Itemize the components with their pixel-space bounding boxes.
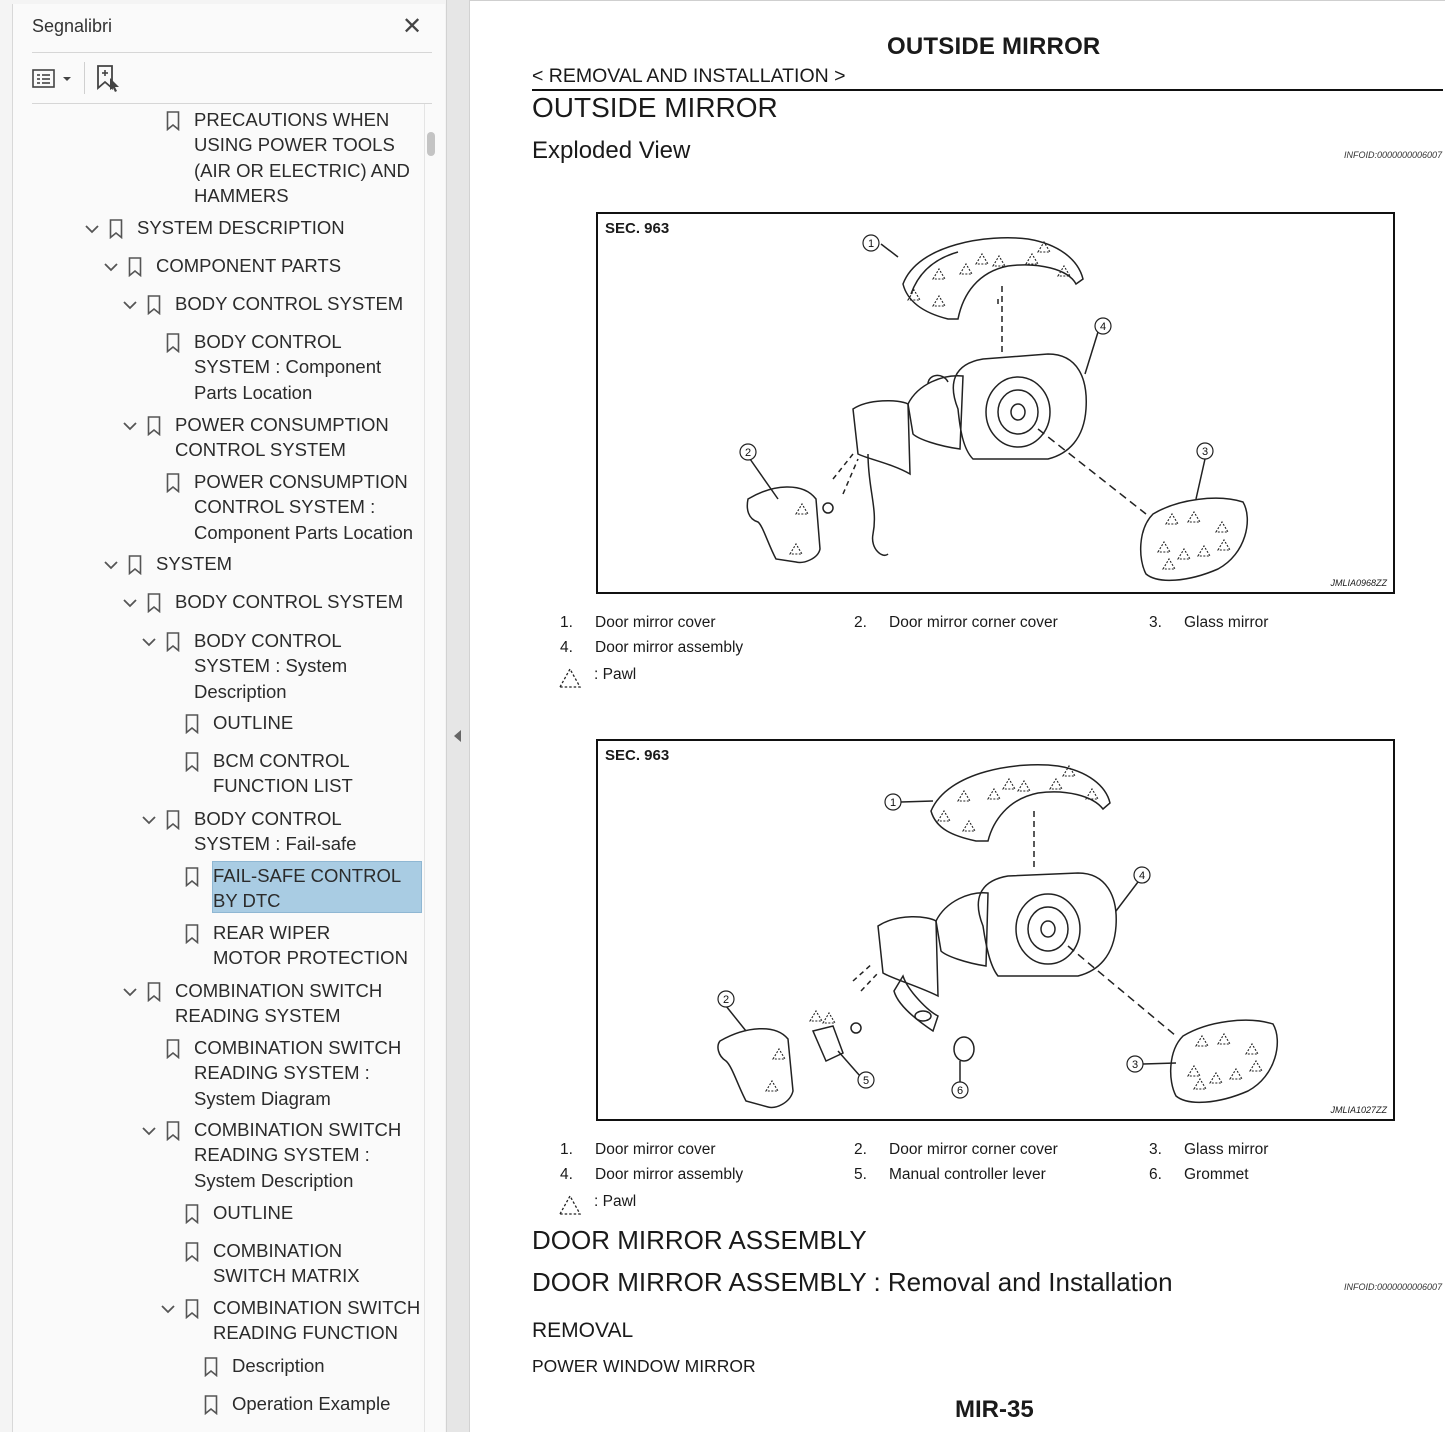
svg-text:5: 5 <box>862 1075 870 1087</box>
chevron-down-icon[interactable] <box>141 1123 157 1139</box>
bookmark-icon <box>166 473 180 493</box>
bookmark-label[interactable] <box>194 1117 401 1193</box>
bookmark-icon <box>185 752 199 772</box>
bookmark-icon <box>166 810 180 830</box>
chevron-down-icon[interactable] <box>103 557 119 573</box>
bookmark-text: Description <box>232 1355 325 1376</box>
chevron-down-icon[interactable] <box>103 259 119 275</box>
bookmark-icon <box>204 1395 218 1415</box>
svg-text:3: 3 <box>1131 1059 1139 1071</box>
bookmark-label-selected[interactable] <box>213 863 401 914</box>
bookmark-icon <box>166 632 180 652</box>
bookmark-label[interactable] <box>175 978 382 1029</box>
bookmark-label[interactable] <box>213 710 293 735</box>
divider <box>32 52 432 53</box>
chevron-down-icon[interactable] <box>141 634 157 650</box>
bookmark-icon <box>166 111 180 131</box>
page-number: MIR-35 <box>955 1396 1034 1423</box>
figure-code: JMLIA0968ZZ <box>1330 578 1387 588</box>
bookmark-text: REAR WIPER MOTOR PROTECTION <box>213 922 408 969</box>
bookmark-text: SYSTEM <box>156 553 233 574</box>
bookmark-icon <box>147 416 161 436</box>
bookmark-label[interactable] <box>137 215 345 240</box>
scrollbar-track <box>424 104 425 1432</box>
bookmark-label[interactable] <box>175 412 389 463</box>
svg-text:4: 4 <box>1099 321 1107 333</box>
bookmark-label[interactable] <box>213 748 353 799</box>
section-title: DOOR MIRROR ASSEMBLY <box>532 1225 867 1255</box>
bookmark-label[interactable] <box>156 253 341 278</box>
collapse-arrow-icon[interactable] <box>454 730 461 742</box>
bookmarks-scrollbar[interactable] <box>424 104 438 1432</box>
pawl-label: : Pawl <box>594 1193 637 1210</box>
pawl-icon <box>558 1194 582 1216</box>
chevron-down-icon[interactable] <box>122 418 138 434</box>
bookmark-icon <box>109 219 123 239</box>
bookmark-text: Operation Example <box>232 1393 391 1414</box>
section-breadcrumb: < REMOVAL AND INSTALLATION > <box>532 65 846 87</box>
bookmark-icon <box>147 593 161 613</box>
chevron-down-icon[interactable] <box>122 297 138 313</box>
bookmark-icon <box>166 333 180 353</box>
scrollbar-thumb[interactable] <box>427 132 435 156</box>
bookmark-text: BODY CONTROL SYSTEM <box>175 293 404 314</box>
bookmark-text: COMBINATION SWITCH READING FUNCTION <box>213 1297 421 1344</box>
mirror-exploded-drawing-2 <box>598 741 1397 1123</box>
svg-text:4: 4 <box>1138 870 1146 882</box>
figure-section-label: SEC. 963 <box>605 220 670 237</box>
bookmark-search-icon[interactable] <box>94 64 122 92</box>
bookmark-icon <box>166 1121 180 1141</box>
svg-text:2: 2 <box>744 447 752 459</box>
bookmark-icon <box>128 555 142 575</box>
bookmark-label[interactable] <box>175 291 403 316</box>
divider <box>32 103 432 104</box>
svg-text:3: 3 <box>1201 446 1209 458</box>
chevron-down-icon[interactable] <box>160 1301 176 1317</box>
bookmark-text: BODY CONTROL SYSTEM : Fail-safe <box>194 808 357 855</box>
bookmark-label[interactable] <box>232 1353 325 1378</box>
bookmark-label[interactable] <box>194 107 410 209</box>
bookmark-text: OUTLINE <box>213 712 294 733</box>
bookmark-label[interactable] <box>175 589 403 614</box>
bookmark-icon <box>128 257 142 277</box>
bookmark-icon <box>185 867 199 887</box>
bookmark-icon <box>147 295 161 315</box>
bookmark-text: COMBINATION SWITCH READING SYSTEM : System Diagram <box>194 1037 402 1109</box>
bookmark-icon <box>204 1357 218 1377</box>
bookmark-label[interactable] <box>194 1035 401 1111</box>
bookmark-icon <box>185 714 199 734</box>
exploded-view-figure-1 <box>596 212 1395 594</box>
bookmark-text: COMBINATION SWITCH MATRIX <box>213 1240 360 1287</box>
list-options-icon[interactable] <box>32 66 74 92</box>
figure-section-label: SEC. 963 <box>605 747 670 764</box>
bookmark-text: COMPONENT PARTS <box>156 255 342 276</box>
info-id: INFOID:0000000006007 <box>1344 1282 1443 1292</box>
page-header: OUTSIDE MIRROR <box>887 33 1101 60</box>
procedure-heading: REMOVAL <box>532 1319 634 1342</box>
bookmark-text: POWER CONSUMPTION CONTROL SYSTEM <box>175 414 389 461</box>
bookmark-text: BODY CONTROL SYSTEM <box>175 591 404 612</box>
bookmark-label[interactable] <box>194 628 347 704</box>
bookmark-label[interactable] <box>213 1238 360 1289</box>
bookmark-text: POWER CONSUMPTION CONTROL SYSTEM : Component Parts Location <box>194 471 414 543</box>
chevron-down-icon[interactable] <box>122 595 138 611</box>
bookmark-text: BCM CONTROL FUNCTION LIST <box>213 750 353 797</box>
chevron-down-icon[interactable] <box>141 812 157 828</box>
panel-splitter[interactable] <box>446 0 470 1432</box>
bookmark-label[interactable] <box>232 1391 390 1416</box>
info-id: INFOID:0000000006007 <box>1344 150 1443 160</box>
svg-text:1: 1 <box>889 797 897 809</box>
bookmark-icon <box>185 1299 199 1319</box>
bookmark-text: SYSTEM DESCRIPTION <box>137 217 345 238</box>
bookmark-label[interactable] <box>156 551 232 576</box>
bookmark-label[interactable] <box>213 1200 293 1225</box>
bookmark-icon <box>185 1204 199 1224</box>
figure-code: JMLIA1027ZZ <box>1330 1105 1387 1115</box>
bookmarks-panel <box>0 0 446 1432</box>
svg-text:2: 2 <box>722 994 730 1006</box>
bookmark-icon <box>185 924 199 944</box>
bookmark-icon <box>185 1242 199 1262</box>
procedure-subheading: POWER WINDOW MIRROR <box>532 1356 756 1376</box>
bookmark-text: PRECAUTIONS WHEN USING POWER TOOLS (AIR OR ELECTRIC) AND HAMMERS <box>194 109 410 207</box>
bookmarks-panel-title: Segnalibri <box>32 16 113 36</box>
chevron-down-icon[interactable] <box>122 984 138 1000</box>
svg-text:1: 1 <box>867 238 875 250</box>
bookmark-text: OUTLINE <box>213 1202 294 1223</box>
bookmark-text: BODY CONTROL SYSTEM : Component Parts Location <box>194 331 382 403</box>
pawl-icon <box>558 667 582 689</box>
mirror-exploded-drawing-1 <box>598 214 1397 596</box>
bookmark-icon <box>166 1039 180 1059</box>
bookmark-label[interactable] <box>194 806 356 857</box>
subsection-title: Exploded View <box>532 137 691 164</box>
header-rule <box>532 89 1443 91</box>
toolbar-divider <box>84 62 85 94</box>
close-icon[interactable]: ✕ <box>402 13 423 40</box>
bookmark-icon <box>147 982 161 1002</box>
bookmark-label[interactable] <box>213 1295 420 1346</box>
bookmark-label[interactable] <box>213 920 408 971</box>
section-title: OUTSIDE MIRROR <box>532 92 778 123</box>
document-page: OUTSIDE MIRROR < REMOVAL AND INSTALLATION > OUTSIDE MIRROR Exploded View INFOID:0000000006007 1 4 2 3 SEC. 963 JMLIA0968ZZ 1. Door mirror cover 2. Door mirror corner cover 3. Glass mirror 4. Door mirror assembly : Pawl 1 4 2 3 5 6 SEC. 963 JMLIA1027ZZ 1. Door mirror cover 2. Door mirror corner cover 3. Glass mirror 4. Door mirror assembly 5. Manual controller lever 6. Grommet : Pawl DOOR MIRROR ASSEMBLY DOOR MIRROR ASSEMBLY : Removal and Installation INFOID:0000000006007 REMOVAL POWER WINDOW MIRROR MIR-35 <box>470 0 1445 1433</box>
subsection-title: DOOR MIRROR ASSEMBLY : Removal and Installation <box>532 1267 1173 1297</box>
chevron-down-icon[interactable] <box>84 221 100 237</box>
exploded-view-figure-2 <box>596 739 1395 1121</box>
bookmark-text: COMBINATION SWITCH READING SYSTEM <box>175 980 383 1027</box>
bookmark-label[interactable] <box>194 469 413 545</box>
pawl-label: : Pawl <box>594 666 637 683</box>
bookmark-text: BODY CONTROL SYSTEM : System Description <box>194 630 348 702</box>
bookmark-text: COMBINATION SWITCH READING SYSTEM : System Description <box>194 1119 402 1191</box>
bookmark-label[interactable] <box>194 329 381 405</box>
svg-text:6: 6 <box>956 1085 964 1097</box>
bookmark-text: FAIL-SAFE CONTROL BY DTC <box>213 865 402 912</box>
